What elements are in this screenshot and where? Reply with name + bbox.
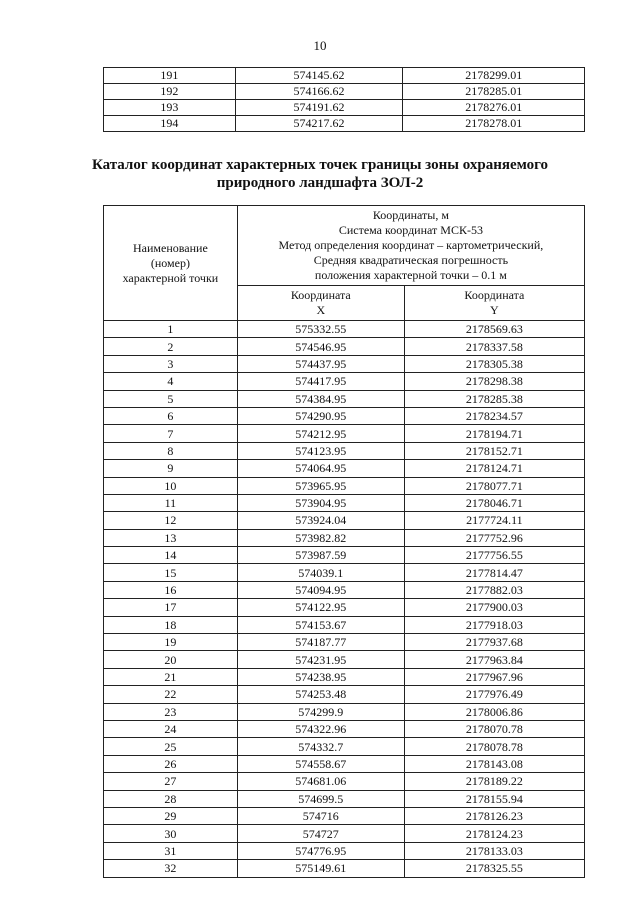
x-header-line-2: X xyxy=(316,303,326,317)
x-coordinate-cell: 574332.7 xyxy=(237,738,404,755)
point-number-cell: 22 xyxy=(104,686,238,703)
x-coordinate-cell: 575149.61 xyxy=(237,860,404,877)
x-coordinate-cell: 574384.95 xyxy=(237,390,404,407)
x-coordinate-cell: 574153.67 xyxy=(237,616,404,633)
point-number-cell: 31 xyxy=(104,842,238,859)
x-coordinate-header xyxy=(237,286,404,321)
point-name-header-line-3: характерной точки xyxy=(122,270,219,285)
y-coordinate-cell: 2177967.96 xyxy=(404,668,584,685)
x-coordinate-cell: 574681.06 xyxy=(237,773,404,790)
table-row xyxy=(104,338,585,355)
x-header-line-1: Координата xyxy=(290,288,351,302)
table-row xyxy=(104,738,585,755)
point-number-cell: 21 xyxy=(104,668,238,685)
y-coordinate-cell: 2178189.22 xyxy=(404,773,584,790)
table-row xyxy=(104,407,585,424)
y-coordinate-cell: 2178124.71 xyxy=(404,460,584,477)
table-row xyxy=(104,842,585,859)
point-number-cell: 30 xyxy=(104,825,238,842)
table-row xyxy=(104,564,585,581)
catalog-title-line-1: Каталог координат характерных точек границы зоны охраняемого xyxy=(91,157,549,173)
y-coordinate-cell: 2178305.38 xyxy=(404,355,584,372)
y-coordinate-cell: 2178569.63 xyxy=(404,321,584,338)
y-coordinate-cell: 2178070.78 xyxy=(404,720,584,737)
point-number-cell: 3 xyxy=(104,355,238,372)
point-number-cell: 1 xyxy=(104,321,238,338)
x-coordinate-cell: 574558.67 xyxy=(237,755,404,772)
y-coordinate-cell: 2177756.55 xyxy=(404,547,584,564)
y-coordinate-cell: 2178155.94 xyxy=(404,790,584,807)
page-number: 10 xyxy=(313,38,327,53)
table-row xyxy=(104,703,585,720)
table-row xyxy=(104,773,585,790)
table-row xyxy=(104,599,585,616)
table-row xyxy=(104,390,585,407)
point-number-cell: 26 xyxy=(104,755,238,772)
table-row xyxy=(104,425,585,442)
y-coordinate-cell: 2178325.55 xyxy=(404,860,584,877)
point-number-cell: 14 xyxy=(104,547,238,564)
point-number-cell: 191 xyxy=(104,68,236,84)
table-row xyxy=(104,100,585,116)
y-coordinate-cell: 2177963.84 xyxy=(404,651,584,668)
point-number-cell: 6 xyxy=(104,407,238,424)
continued-coordinates-body xyxy=(104,68,585,132)
table-row xyxy=(104,460,585,477)
x-coordinate-cell: 574727 xyxy=(237,825,404,842)
y-coordinate-cell: 2177814.47 xyxy=(404,564,584,581)
table-row xyxy=(104,790,585,807)
y-coordinate-cell: 2178276.01 xyxy=(403,100,585,116)
coordinates-header-line-2: Система координат МСК-53 xyxy=(338,223,483,237)
point-name-header-line-1: Наименование xyxy=(133,240,208,255)
y-coordinate-cell: 2178077.71 xyxy=(404,477,584,494)
point-number-cell: 192 xyxy=(104,84,236,100)
y-coordinate-cell: 2177976.49 xyxy=(404,686,584,703)
point-number-cell: 5 xyxy=(104,390,238,407)
x-coordinate-cell: 574191.62 xyxy=(235,100,403,116)
y-coordinate-cell: 2177918.03 xyxy=(404,616,584,633)
table-row xyxy=(104,442,585,459)
x-coordinate-cell: 574212.95 xyxy=(237,425,404,442)
y-coordinate-cell: 2177752.96 xyxy=(404,529,584,546)
table-row xyxy=(104,373,585,390)
y-coordinate-cell: 2178337.58 xyxy=(404,338,584,355)
x-coordinate-cell: 574238.95 xyxy=(237,668,404,685)
point-number-cell: 24 xyxy=(104,720,238,737)
x-coordinate-cell: 574253.48 xyxy=(237,686,404,703)
point-number-cell: 12 xyxy=(104,512,238,529)
table-row xyxy=(104,529,585,546)
table-row xyxy=(104,84,585,100)
y-coordinate-header xyxy=(404,286,584,321)
catalog-coordinates-body xyxy=(104,321,585,878)
table-row xyxy=(104,720,585,737)
point-number-cell: 8 xyxy=(104,442,238,459)
table-row xyxy=(104,512,585,529)
y-coordinate-cell: 2178078.78 xyxy=(404,738,584,755)
table-row xyxy=(104,825,585,842)
table-row xyxy=(104,355,585,372)
point-number-cell: 28 xyxy=(104,790,238,807)
x-coordinate-cell: 573924.04 xyxy=(237,512,404,529)
y-coordinate-cell: 2177882.03 xyxy=(404,581,584,598)
point-number-cell: 25 xyxy=(104,738,238,755)
y-header-line-1: Координата xyxy=(464,288,525,302)
point-number-cell: 4 xyxy=(104,373,238,390)
x-coordinate-cell: 574231.95 xyxy=(237,651,404,668)
y-coordinate-cell: 2178278.01 xyxy=(403,116,585,132)
y-coordinate-cell: 2177724.11 xyxy=(404,512,584,529)
table-row xyxy=(104,494,585,511)
x-coordinate-cell: 574776.95 xyxy=(237,842,404,859)
point-number-cell: 10 xyxy=(104,477,238,494)
point-number-cell: 15 xyxy=(104,564,238,581)
table-row xyxy=(104,651,585,668)
point-name-header-line-2: (номер) xyxy=(150,255,190,270)
point-number-cell: 17 xyxy=(104,599,238,616)
point-number-cell: 29 xyxy=(104,807,238,824)
coordinates-header xyxy=(237,206,584,286)
x-coordinate-cell: 574299.9 xyxy=(237,703,404,720)
x-coordinate-cell: 574546.95 xyxy=(237,338,404,355)
x-coordinate-cell: 574322.96 xyxy=(237,720,404,737)
x-coordinate-cell: 574166.62 xyxy=(235,84,403,100)
coordinates-header-line-4: Средняя квадратическая погрешность xyxy=(313,253,509,267)
y-coordinate-cell: 2178124.23 xyxy=(404,825,584,842)
y-coordinate-cell: 2178234.57 xyxy=(404,407,584,424)
y-coordinate-cell: 2178285.38 xyxy=(404,390,584,407)
table-row xyxy=(104,477,585,494)
table-row xyxy=(104,860,585,877)
point-number-cell: 19 xyxy=(104,634,238,651)
table-row xyxy=(104,616,585,633)
coordinates-header-line-5: положения характерной точки – 0.1 м xyxy=(314,268,507,282)
catalog-title-line-2: природного ландшафта ЗОЛ-2 xyxy=(216,175,424,191)
x-coordinate-cell: 574437.95 xyxy=(237,355,404,372)
table-row xyxy=(104,686,585,703)
table-row xyxy=(104,68,585,84)
y-coordinate-cell: 2178126.23 xyxy=(404,807,584,824)
x-coordinate-cell: 574064.95 xyxy=(237,460,404,477)
x-coordinate-cell: 574187.77 xyxy=(237,634,404,651)
x-coordinate-cell: 574122.95 xyxy=(237,599,404,616)
x-coordinate-cell: 575332.55 xyxy=(237,321,404,338)
point-number-cell: 2 xyxy=(104,338,238,355)
y-coordinate-cell: 2178298.38 xyxy=(404,373,584,390)
y-coordinate-cell: 2178143.08 xyxy=(404,755,584,772)
point-number-cell: 20 xyxy=(104,651,238,668)
catalog-coordinates-table xyxy=(103,205,585,878)
table-row xyxy=(104,807,585,824)
point-name-header xyxy=(104,206,238,321)
y-coordinate-cell: 2177937.68 xyxy=(404,634,584,651)
table-row xyxy=(104,634,585,651)
table-row xyxy=(104,547,585,564)
coordinates-header-line-1: Координаты, м xyxy=(372,208,449,222)
point-number-cell: 32 xyxy=(104,860,238,877)
table-row xyxy=(104,581,585,598)
y-coordinate-cell: 2177900.03 xyxy=(404,599,584,616)
point-number-cell: 13 xyxy=(104,529,238,546)
point-number-cell: 9 xyxy=(104,460,238,477)
point-number-cell: 16 xyxy=(104,581,238,598)
y-coordinate-cell: 2178299.01 xyxy=(403,68,585,84)
y-coordinate-cell: 2178194.71 xyxy=(404,425,584,442)
x-coordinate-cell: 574145.62 xyxy=(235,68,403,84)
continued-coordinates-table xyxy=(103,67,585,132)
y-header-line-2: Y xyxy=(490,303,499,317)
y-coordinate-cell: 2178133.03 xyxy=(404,842,584,859)
point-number-cell: 27 xyxy=(104,773,238,790)
table-row xyxy=(104,321,585,338)
header-row xyxy=(104,206,585,286)
x-coordinate-cell: 574716 xyxy=(237,807,404,824)
x-coordinate-cell: 574039.1 xyxy=(237,564,404,581)
x-coordinate-cell: 573904.95 xyxy=(237,494,404,511)
table-row xyxy=(104,755,585,772)
coordinates-header-line-3: Метод определения координат – картометрический, xyxy=(278,238,544,252)
point-number-cell: 194 xyxy=(104,116,236,132)
x-coordinate-cell: 574123.95 xyxy=(237,442,404,459)
x-coordinate-cell: 574217.62 xyxy=(235,116,403,132)
table-row xyxy=(104,668,585,685)
x-coordinate-cell: 574290.95 xyxy=(237,407,404,424)
x-coordinate-cell: 574699.5 xyxy=(237,790,404,807)
y-coordinate-cell: 2178046.71 xyxy=(404,494,584,511)
x-coordinate-cell: 574094.95 xyxy=(237,581,404,598)
point-number-cell: 7 xyxy=(104,425,238,442)
y-coordinate-cell: 2178152.71 xyxy=(404,442,584,459)
x-coordinate-cell: 573982.82 xyxy=(237,529,404,546)
y-coordinate-cell: 2178006.86 xyxy=(404,703,584,720)
x-coordinate-cell: 573965.95 xyxy=(237,477,404,494)
point-number-cell: 11 xyxy=(104,494,238,511)
point-number-cell: 18 xyxy=(104,616,238,633)
point-number-cell: 193 xyxy=(104,100,236,116)
y-coordinate-cell: 2178285.01 xyxy=(403,84,585,100)
catalog-title xyxy=(60,156,580,192)
table-row xyxy=(104,116,585,132)
x-coordinate-cell: 574417.95 xyxy=(237,373,404,390)
x-coordinate-cell: 573987.59 xyxy=(237,547,404,564)
point-number-cell: 23 xyxy=(104,703,238,720)
